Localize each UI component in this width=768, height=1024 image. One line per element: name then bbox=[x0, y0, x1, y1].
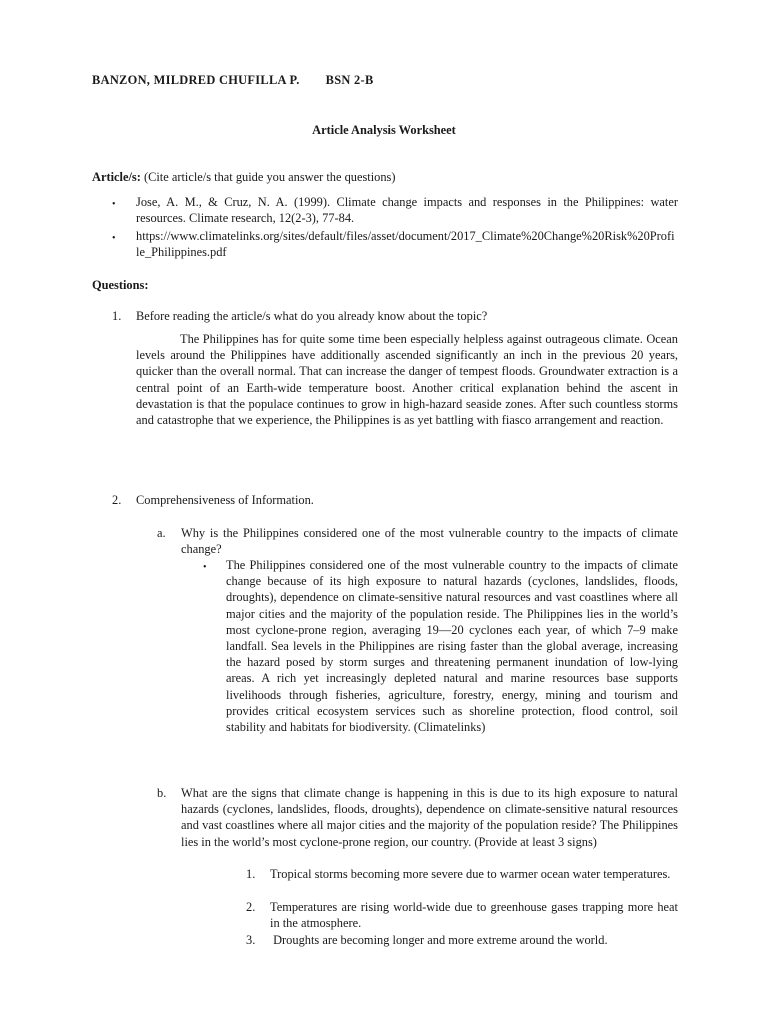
student-name: BANZON, MILDRED CHUFILLA P. bbox=[92, 73, 300, 87]
citation-item: Jose, A. M., & Cruz, N. A. (1999). Climate change impacts and responses in the Philippines: water resources. Climate research, 12(2-3), 77-84. bbox=[136, 195, 678, 226]
question-1-text: Before reading the article/s what do you already know about the topic? bbox=[136, 309, 488, 323]
question-2-text: Comprehensiveness of Information. bbox=[136, 493, 314, 507]
sub-question-label: b. bbox=[157, 786, 167, 800]
bullet-icon: • bbox=[112, 233, 116, 244]
sub-question-label: a. bbox=[157, 526, 166, 540]
student-section: BSN 2-B bbox=[325, 73, 374, 87]
sign-number: 3. bbox=[246, 933, 256, 947]
sign-item: Temperatures are rising world-wide due to greenhouse gases trapping more heat in the atmosphere. bbox=[270, 900, 678, 931]
sign-item: Droughts are becoming longer and more extreme around the world. bbox=[270, 933, 608, 947]
student-header bbox=[92, 72, 374, 88]
sub-question-a-answer: The Philippines considered one of the most vulnerable country to the impacts of climate change because of its high exposure to natural hazards (cyclones, landslides, floods, droughts), dependence on climate-sensitive natural resources and vast coastlines where all major cities and the majority of the population reside. The Philippines lies in the world’s most cyclone-prone region, averaging 19—20 cyclones each year, of which 7–9 make landfall. Sea levels in the Philippines are rising faster than the global average, increasing the hazard posed by storm surges and threatening permanent inundation of low-lying areas. A rich yet increasingly depleted natural and marine resources base supports livelihoods through fisheries, agriculture, forestry, energy, mining and tourism and provides critical ecosystem services such as shoreline protection, flood control, soil stability and habitats for biodiversity. (Climatelinks) bbox=[226, 558, 678, 735]
sign-item: Tropical storms becoming more severe due to warmer ocean water temperatures. bbox=[270, 867, 671, 881]
question-1-answer: The Philippines has for quite some time been especially helpless against outrageous climate. Ocean levels around the Philippines have additionally ascended significantly an inch in the previous 20 years, quicker than the overall normal. That can increase the danger of tempest floods. Groundwater extraction is a central point of an Earth-wide temperature boost. Another critical explanation behind the ascent in devastation is that the populace continues to grow in high-hazard seaside zones. After such countless storms and catastrophe that we experience, the Philippines is as yet battling with fiasco arrangement and reaction. bbox=[136, 332, 678, 428]
bullet-icon: • bbox=[203, 562, 207, 573]
sub-question-a-text: Why is the Philippines considered one of the most vulnerable country to the impacts of climate change? bbox=[181, 526, 678, 557]
articles-label: Article/s: bbox=[92, 170, 141, 184]
questions-label: Questions: bbox=[92, 278, 149, 292]
question-number: 1. bbox=[112, 309, 122, 323]
sign-number: 2. bbox=[246, 900, 256, 914]
articles-line bbox=[92, 169, 396, 185]
sub-question-b-text: What are the signs that climate change is happening in this is due to its high exposure to natural hazards (cyclones, landslides, floods, droughts), dependence on climate-sensitive natural resources and vast coastlines where all major cities and the majority of the population reside? The Philippines lies in the world’s most cyclone-prone region, our country. (Provide at least 3 signs) bbox=[181, 786, 678, 849]
sign-number: 1. bbox=[246, 867, 256, 881]
question-number: 2. bbox=[112, 493, 122, 507]
bullet-icon: • bbox=[112, 199, 116, 210]
citation-link[interactable]: https://www.climatelinks.org/sites/default/files/asset/document/2017_Climate%20Change%20Risk%20Profile_Philippines.pdf bbox=[136, 229, 675, 260]
worksheet-title: Article Analysis Worksheet bbox=[312, 123, 456, 137]
articles-instruction: (Cite article/s that guide you answer the questions) bbox=[143, 170, 396, 184]
